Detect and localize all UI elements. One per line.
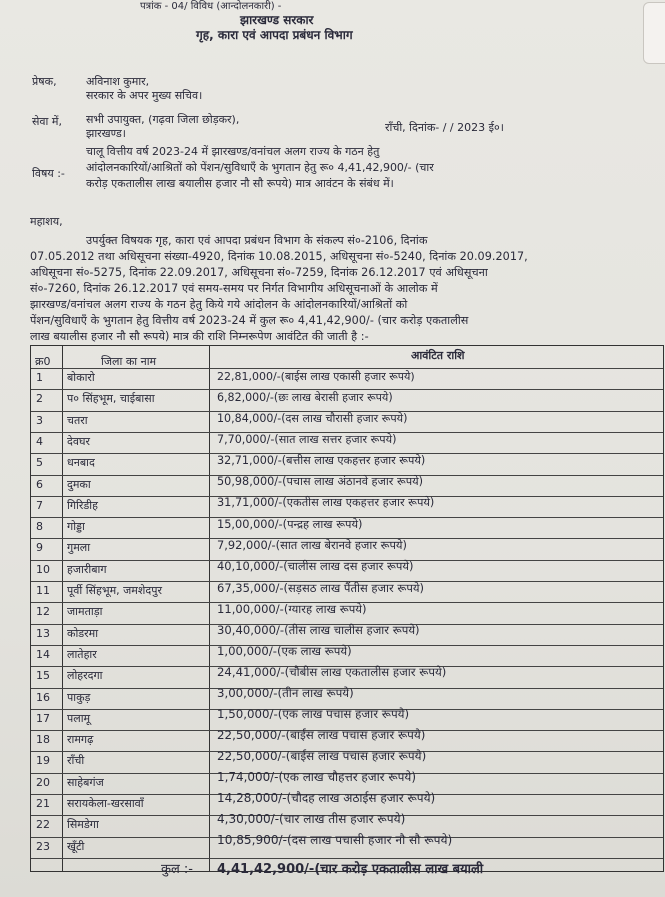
header-sno: क्र0 <box>35 355 51 368</box>
body-line-1: उपर्युक्त विषयक गृह, कारा एवं आपदा प्रबंधन विभाग के संकल्प सं०-2106, दिनांक <box>86 234 428 247</box>
table-row-sno: 21 <box>36 797 50 810</box>
total-label: कुल :- <box>161 861 194 877</box>
table-row-amount: 11,00,000/-(ग्यारह लाख रूपये) <box>217 601 367 616</box>
body-line-7: लाख बयालीस हजार नौ सौ रूपये) मात्र की राशि निम्नरूपेण आवंटित की जाती है :- <box>30 330 369 343</box>
table-row-district: धनबाद <box>67 456 95 470</box>
salutation: महाशय, <box>30 215 63 228</box>
table-row-amount: 1,00,000/-(एक लाख रूपये) <box>217 643 352 658</box>
table-row-district: लोहरदगा <box>67 669 103 683</box>
reference-number: पत्रांक - 04/ विविध (आन्दोलनकारी) - <box>140 1 282 12</box>
subject-line3: करोड़ एकतालीस लाख बयालीस हजार नौ सौ रूपये) मात्र आवंटन के संबंध में। <box>86 177 394 190</box>
table-row-amount: 14,28,000/-(चौदह लाख अठाईस हजार रूपये) <box>217 791 436 805</box>
table-row-sno: 18 <box>36 733 50 747</box>
table-row-amount: 32,71,000/-(बत्तीस लाख एकहत्तर हजार रूपये) <box>217 454 426 468</box>
table-row-amount: 10,85,900/-(दस लाख पचासी हजार नौ सौ रूपये) <box>217 833 453 848</box>
table-row-district: कोडरमा <box>67 626 99 640</box>
table-row-amount: 22,50,000/-(बाईस लाख पचास हजार रूपये) <box>217 748 427 763</box>
table-row-sno: 19 <box>36 754 50 768</box>
table-row-district: पलामू <box>67 711 91 725</box>
table-row-district: प० सिंहभूम, चाईबासा <box>67 392 155 406</box>
table-row-sno: 14 <box>36 647 50 661</box>
table-row-district: पाकुड़ <box>67 690 91 704</box>
table-row-district: राँची <box>67 754 85 768</box>
table-row-amount: 50,98,000/-(पचास लाख अंठानवे हजार रूपये) <box>217 475 424 489</box>
table-row-amount: 1,50,000/-(एक लाख पचास हजार रूपये) <box>217 706 410 721</box>
table-row-district: सरायकेला-खरसावाँ <box>67 797 144 810</box>
total-amount: 4,41,42,900/-(चार करोड़ एकतालीस लाख बयाली <box>217 861 484 877</box>
table-row-amount: 31,71,000/-(एकतीस लाख एकहत्तर हजार रूपये) <box>217 496 435 510</box>
table-row-district: हजारीबाग <box>67 562 107 576</box>
header-district: जिला का नाम <box>101 355 157 368</box>
total-divider <box>31 858 663 859</box>
table-row-district: रामगढ़ <box>67 733 94 747</box>
body-line-6: पेंशन/सुविधाएँ के भुगतान हेतु वित्तीय वर्ष 2023-24 में कुल रू० 4,41,42,900/- (चार करोड़ एकतालीस <box>30 314 469 327</box>
recipient-line1: सभी उपायुक्त, (गढ़वा जिला छोड़कर), <box>86 113 240 126</box>
table-row-district: दुमका <box>67 477 91 491</box>
allocation-table <box>30 345 664 877</box>
header-amount: आवंटित राशि <box>411 349 465 362</box>
table-row-sno: 15 <box>36 669 50 683</box>
subject-line2: आंदोलनकारियों/आश्रितों को पेंशन/सुविधाएँ के भुगतान हेतु रू० 4,41,42,900/- (चार <box>86 161 434 174</box>
table-row-district: लातेहार <box>67 647 97 661</box>
body-line-4: सं०-7260, दिनांक 26.12.2017 एवं समय-समय पर निर्गत विभागीय अधिसूचनाओं के आलोक में <box>30 282 438 295</box>
table-row-sno: 22 <box>36 818 50 832</box>
table-row-sno: 12 <box>36 605 50 619</box>
table-row-sno: 6 <box>36 477 43 491</box>
table-row-amount: 15,00,000/-(पन्द्रह लाख रूपये) <box>217 517 363 532</box>
table-row-amount: 3,00,000/-(तीन लाख रूपये) <box>217 685 354 700</box>
table-row-sno: 9 <box>36 541 43 555</box>
table-row-sno: 4 <box>36 434 43 448</box>
subject-label: विषय :- <box>32 167 65 180</box>
table-row-district: देवघर <box>67 434 90 448</box>
sender-designation: सरकार के अपर मुख्य सचिव। <box>86 89 203 102</box>
table-row-amount: 22,50,000/-(बाईस लाख पचास हजार रूपये) <box>217 727 426 742</box>
table-row-district: बोकारो <box>67 371 95 384</box>
table-row-district: साहेबगंज <box>67 775 104 789</box>
table-row-sno: 2 <box>36 392 43 406</box>
table-row-amount: 24,41,000/-(चौबीस लाख एकतालीस हजार रूपये) <box>217 664 447 679</box>
table-row-district: जामताड़ा <box>67 605 103 619</box>
table-row-district: चतरा <box>67 413 88 427</box>
table-row-district: गोड्डा <box>67 520 85 534</box>
table-row-district: खूँटी <box>67 839 85 853</box>
table-row-amount: 6,82,000/-(छः लाख बेरासी हजार रूपये) <box>217 391 393 405</box>
recipient-label: सेवा में, <box>32 115 62 128</box>
table-row-amount: 10,84,000/-(दस लाख चौरासी हजार रूपये) <box>217 412 408 426</box>
table-row-sno: 1 <box>36 371 43 384</box>
header-divider <box>31 368 663 369</box>
table-row-amount: 1,74,000/-(एक लाख चौहत्तर हजार रूपये) <box>217 769 416 784</box>
table-row-sno: 17 <box>36 711 50 725</box>
table-row-amount: 7,70,000/-(सात लाख सत्तर हजार रूपये) <box>217 433 397 447</box>
table-row-amount: 30,40,000/-(तीस लाख चालीस हजार रूपये) <box>217 622 420 637</box>
department-title: गृह, कारा एवं आपदा प्रबंधन विभाग <box>196 28 353 42</box>
table-row-sno: 8 <box>36 520 43 534</box>
recipient-line2: झारखण्ड। <box>86 127 126 140</box>
table-row-amount: 7,92,000/-(सात लाख बेरानवे हजार रूपये) <box>217 538 407 553</box>
subject-line1: चालू वित्तीय वर्ष 2023-24 में झारखण्ड/वनांचल अलग राज्य के गठन हेतु <box>86 145 380 158</box>
table-row-amount: 4,30,000/-(चार लाख तीस हजार रूपये) <box>217 812 406 827</box>
body-line-2: 07.05.2012 तथा अधिसूचना संख्या-4920, दिनांक 10.08.2015, अधिसूचना सं०-5240, दिनांक 20.09.2017, <box>30 250 528 263</box>
government-title: झारखण्ड सरकार <box>240 13 314 27</box>
table-row-sno: 3 <box>36 413 43 427</box>
table-row-sno: 7 <box>36 498 43 512</box>
date-line: राँची, दिनांक- / / 2023 ई०। <box>385 121 504 134</box>
sender-label: प्रेषक, <box>32 75 57 88</box>
table-row-sno: 11 <box>36 584 50 597</box>
table-row-district: सिमडेगा <box>67 818 99 832</box>
column-divider <box>209 346 210 871</box>
body-line-5: झारखण्ड/वनांचल अलग राज्य के गठन हेतु किये गये आंदोलन के आंदोलनकारियों/आश्रितों को <box>30 298 408 311</box>
table-row-sno: 10 <box>36 562 50 576</box>
table-row-district: पूर्वी सिंहभूम, जमशेदपुर <box>67 584 162 597</box>
table-row-district: गिरिडीह <box>67 498 98 512</box>
body-line-3: अधिसूचना सं०-5275, दिनांक 22.09.2017, अधिसूचना सं०-7259, दिनांक 26.12.2017 एवं अधिसूचना <box>30 266 488 279</box>
table-row-amount: 22,81,000/-(बाईस लाख एकासी हजार रूपये) <box>217 370 415 383</box>
table-row-sno: 16 <box>36 690 50 704</box>
column-divider <box>62 346 63 871</box>
table-row-amount: 40,10,000/-(चालीस लाख दस हजार रूपये) <box>217 559 414 574</box>
table-row-amount: 67,35,000/-(सड़सठ लाख पैंतीस हजार रूपये) <box>217 580 425 595</box>
sender-name: अविनाश कुमार, <box>86 75 150 88</box>
finger-shadow <box>643 2 665 64</box>
table-row-district: गुमला <box>67 541 91 555</box>
table-row-sno: 23 <box>36 839 50 853</box>
table-row-sno: 5 <box>36 456 43 470</box>
table-row-sno: 20 <box>36 775 50 789</box>
table-row-sno: 13 <box>36 626 50 640</box>
